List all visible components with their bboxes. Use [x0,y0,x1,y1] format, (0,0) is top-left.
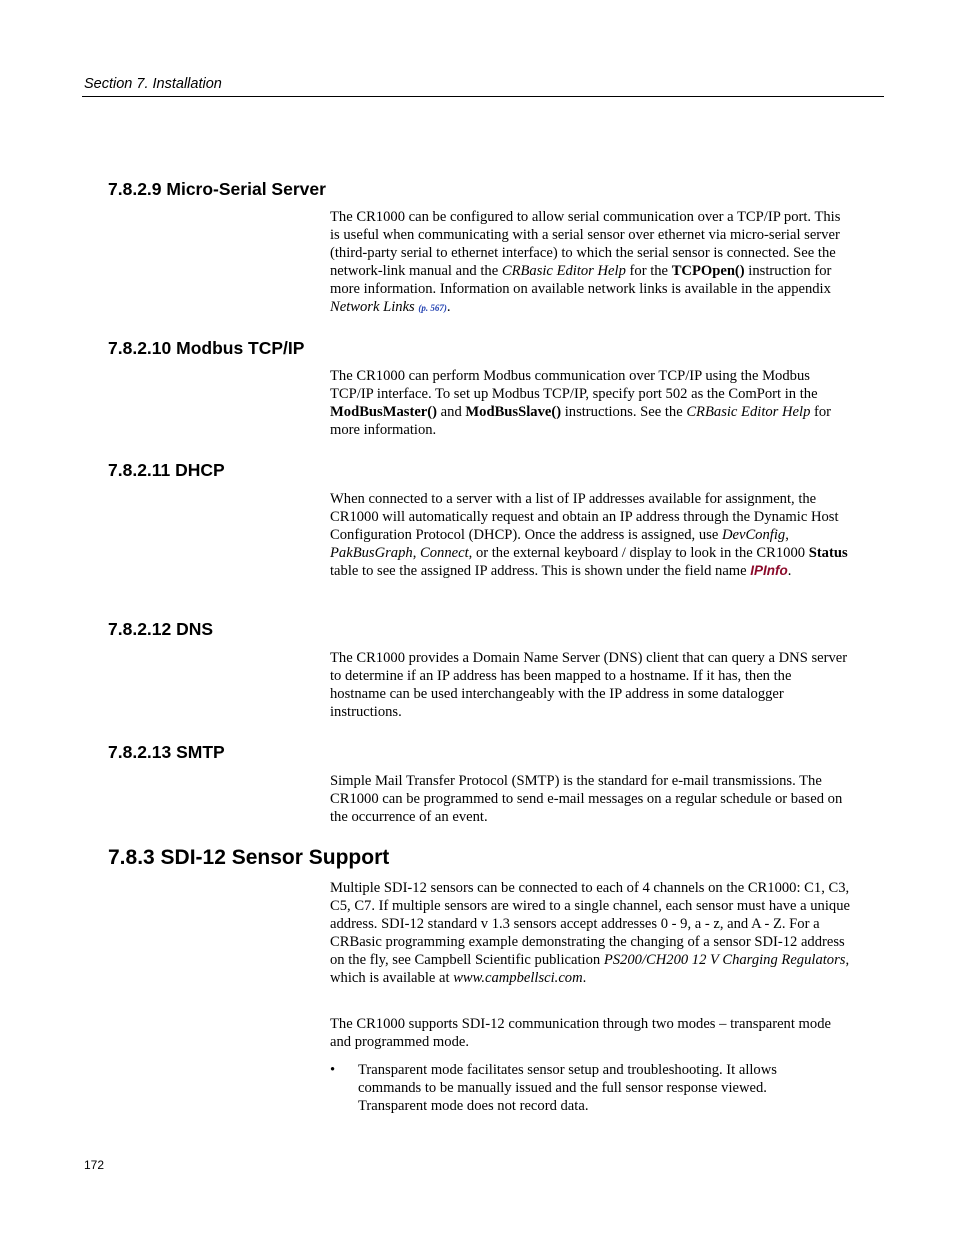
heading-dns: 7.8.2.12 DNS [108,619,214,639]
heading-micro-serial-server: 7.8.2.9 Micro-Serial Server [108,179,326,199]
page-reference-link[interactable]: (p. 567) [418,303,447,313]
paragraph-smtp: Simple Mail Transfer Protocol (SMTP) is the standard for e-mail transmissions. The CR1000 can be programmed to send e-mail messages on a regular schedule or based on the occurrence of an event. [330,773,843,825]
paragraph-dns: The CR1000 provides a Domain Name Server (DNS) client that can query a DNS server to determine if an IP address has been mapped to a hostname. If it has, then the hostname can be used interchangeably with the IP address in some datalogger instructions. [330,650,848,720]
page-number: 172 [84,1158,105,1172]
header-rule [82,96,884,97]
paragraph-dhcp: When connected to a server with a list of IP addresses available for assignment, the CR1000 will automatically request and obtain an IP address through the Dynamic Host Configuration Protocol (DHCP). Once the address is assigned, use DevConfig, PakBusGraph, Connect, or the external keyboard / display to look in the CR1000 Status table to see the assigned IP address. This is shown under the field name IPInfo. [330,491,848,579]
heading-modbus-tcpip: 7.8.2.10 Modbus TCP/IP [108,338,305,358]
ipinfo-field-name: IPInfo [750,563,788,578]
paragraph-micro-serial-server: The CR1000 can be configured to allow serial communication over a TCP/IP port. This is useful when communicating with a serial sensor over ethernet via micro-serial server (third-party serial to ethernet interface) to which the serial sensor is connected. See the network-link manual and the CRBasic Editor Help for the TCPOpen() instruction for more information. Information on available network links is available in the appendix Network Links (p. 567). [330,209,841,315]
heading-dhcp: 7.8.2.11 DHCP [108,460,225,480]
paragraph-sdi12-modes: The CR1000 supports SDI-12 communication through two modes – transparent mode and programmed mode. [330,1016,831,1050]
list-item-text: Transparent mode facilitates sensor setup and troubleshooting. It allows commands to be manually issued and the full sensor response viewed. Transparent mode does not record data. [358,1062,777,1114]
running-header: Section 7. Installation [84,76,222,92]
paragraph-modbus-tcpip: The CR1000 can perform Modbus communication over TCP/IP using the Modbus TCP/IP interface. To set up Modbus TCP/IP, specify port 502 as the ComPort in the ModBusMaster() and ModBusSlave() instructions. See the CRBasic Editor Help for more information. [330,368,832,438]
heading-sdi12-sensor-support: 7.8.3 SDI-12 Sensor Support [108,846,390,869]
heading-smtp: 7.8.2.13 SMTP [108,742,225,762]
paragraph-sdi12-intro: Multiple SDI-12 sensors can be connected to each of 4 channels on the CR1000: C1, C3, C5, C7. If multiple sensors are wired to a single channel, each sensor must have a unique address. SDI-12 standard v 1.3 sensors accept addresses 0 - 9, a - z, and A - Z. For a CRBasic programming example demonstrating the changing of a sensor SDI-12 address on the fly, see Campbell Scientific publication PS200/CH200 12 V Charging Regulators, which is available at www.campbellsci.com. [330,880,850,986]
bullet-icon: • [330,1062,336,1078]
